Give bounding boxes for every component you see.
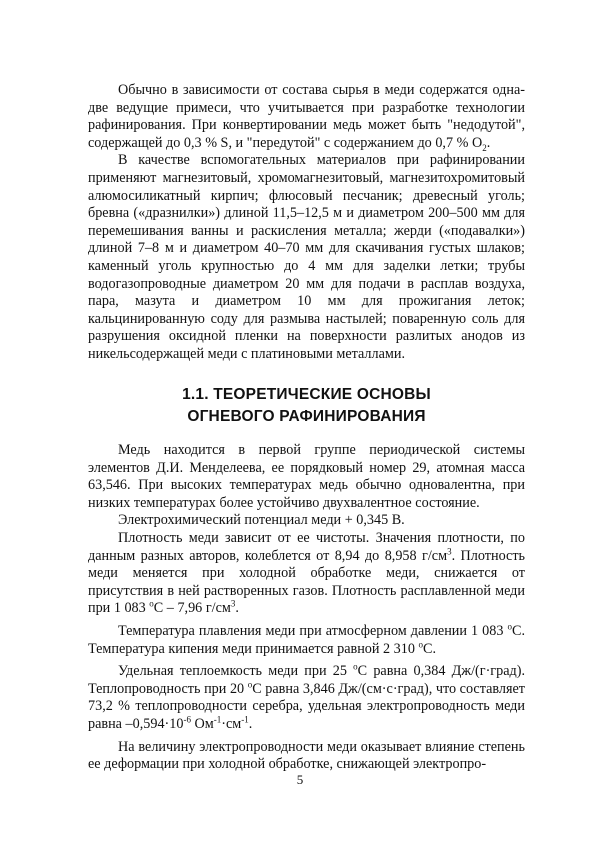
section-title (88, 384, 525, 428)
page-number: 5 (296, 772, 304, 787)
paragraph: Плотность меди зависит от ее чистоты. Значения плотности, по данным разных авторов, колеблется от 8,94 до 8,958 $г/см^3$. Плотность меди меняется при холодной обработке меди, снижается от присутствия в ней растворенных газов. Плотность расплавленной меди при 1 083 $^о$С – 7,96 $г/см^3$. (88, 529, 525, 617)
paragraph: На величину электропроводности меди оказывает влияние степень ее деформации при холодной обработке, снижающей электропро- (88, 738, 525, 773)
paragraph: В качестве вспомогательных материалов при рафинировании применяют магнезитовый, хромомагнезитовый, магнезитохромитовый алюмосиликатный кирпич; флюсовый песчаник; древесный уголь; бревна («дразнилки») длиной 11,5–12,5 м и диаметром 200–500 мм для перемешивания ванны и раскисления металла; жерди («подавалки») длиной 7–8 м и диаметром 40–70 мм для скачивания густых шлаков; каменный уголь крупностью до 4 мм для заделки летки; трубы водогазопроводные диаметром 20 мм для подачи в расплав воздуха, пара, мазута и диаметром 10 мм для прожигания леток; кальцинированную соду для размыва настылей; поваренную соль для разрушения оксидной пленки на поверхности разлитых анодов из никельсодержащей меди с платиновыми металлами. (88, 152, 525, 362)
paragraph: Температура плавления меди при атмосферном давлении 1 083 $^о$С. Температура кипения меди принимается равной 2 310 $^о$С. (88, 621, 525, 657)
paragraph: Электрохимический потенциал меди + 0,345 В. (118, 512, 405, 529)
body-text (88, 442, 525, 774)
paragraph: Удельная теплоемкость меди при 25 $^о$С равна 0,384 Дж/(г·град). Теплопроводность при 20 $^о$С равна 3,846 Дж/(см·с·град), что составляет 73,2 % теплопроводности серебра, удельная электропроводность меди равна $-0,594\cdot 10^{-6}$ $Ом^{-1}\cdot см^{-1}$. (88, 661, 526, 732)
section-title-line: ОГНЕВОГО РАФИНИРОВАНИЯ (187, 408, 426, 425)
paragraph: Медь находится в первой группе периодической системы элементов Д.И. Менделеева, ее порядковый номер 29, атомная масса 63,546. При высоких температурах медь обычно одновалентна, при низких температурах более устойчиво двухвалентное состояние. (88, 442, 525, 511)
intro-text (88, 82, 525, 364)
paragraph: Обычно в зависимости от состава сырья в меди содержатся одна-две ведущие примеси, что учитывается при разработке технологии рафинирования. При конвертировании медь может быть "недодутой", содержащей до 0,3 % S, и "передутой" с содержанием до 0,7 % $O_2$. (88, 82, 525, 153)
section-title-line: 1.1. ТЕОРЕТИЧЕСКИЕ ОСНОВЫ (182, 386, 431, 403)
